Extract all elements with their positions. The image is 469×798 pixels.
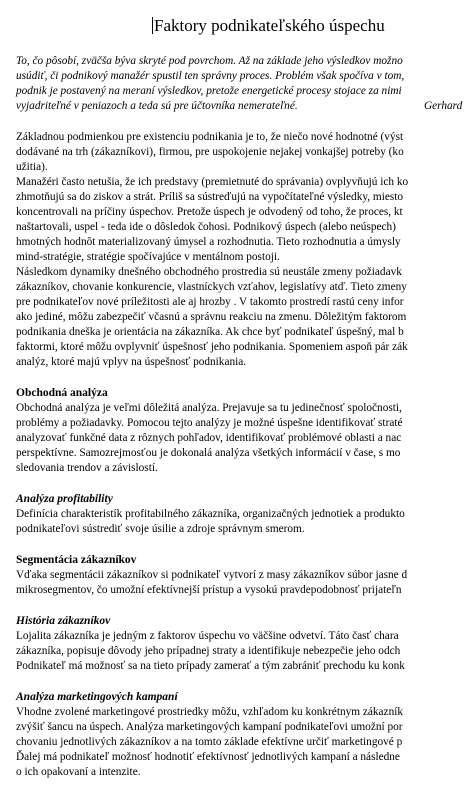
body-line: pre podnikateľov nové príležitosti ale aj hrozby . V takomto prostredí rastú ceny infor (16, 296, 404, 308)
section-line: Lojalita zákazníka je jedným z faktorov úspechu vo väčšine odvetví. Táto časť chara (16, 630, 399, 642)
section-heading: Analýza marketingových kampaní (16, 691, 178, 703)
text-cursor (152, 17, 153, 34)
section-line: mikrosegmentov, čo umožní efektívnejší prístup a vysokú pravdepodobnosť prijateľn (16, 584, 402, 596)
section-heading: História zákazníkov (16, 615, 111, 627)
section-line: Ďalej má podnikateľ možnosť hodnotiť efektívnosť jednotlivých kampaní a následne (16, 751, 400, 763)
section-line: perspektívne. Samozrejmosťou je dokonalá analýza všetkých informácií v čase, s mo (16, 447, 401, 459)
body-line: užitia). (16, 161, 48, 173)
section-line: Definícia charakteristík profitabilného zákazníka, organizačných jednotiek a produkto (16, 508, 405, 520)
section-line: zákazníka, popisuje dôvody jeho prípadnej straty a identifikuje nebezpečie jeho odch (16, 645, 401, 657)
body-line: dodávané na trh (zákazníkovi), firmou, pre uspokojenie nejakej vonkajšej potreby (ko (16, 146, 404, 158)
section-line: o ich opakovaní a intenzite. (16, 766, 141, 778)
body-line: podnikania dneška je orientácia na zákazníka. Ak chce byť podnikateľ úspešný, mal b (16, 326, 404, 338)
document-title: Faktory podnikateľského úspechu (154, 16, 385, 35)
body-line: Manažéri často netušia, že ich predstavy (premietnuté do správania) ovplyvňujú ich ko (16, 176, 409, 188)
section-heading: Segmentácia zákazníkov (16, 554, 137, 566)
section-line: problémy a požiadavky. Pomocou tejto analýzy je možné úspešne identifikovať straté (16, 417, 403, 429)
intro-line: usúdiť, či podnikový manažér spustil ten správny proces. Problém však spočíva v tom, (16, 70, 405, 82)
section-line: chovaniu jednotlivých zákazníkov a na tomto základe efektívne určiť marketingové p (16, 736, 403, 748)
section-line: Obchodná analýza je veľmi dôležitá analýza. Prejavuje sa tu jedinečnosť spoločnosti, (16, 402, 402, 414)
body-line: faktormi, ktoré môžu ovplyvniť úspešnosť jeho podnikania. Spomeniem aspoň pár zák (16, 341, 408, 353)
body-line: mind-stratégie, stratégie spočívajúce v mentálnom postoji. (16, 251, 280, 263)
body-line: zákazníkov, chovanie konkurencie, vlastníckych vzťahov, legislatívy atď. Tieto zmeny (16, 281, 407, 293)
section-heading: Obchodná analýza (16, 387, 108, 399)
section-line: Vhodne zvolené marketingové prostriedky môžu, vzhľadom ku konkrétnym zákazník (16, 706, 404, 718)
section-line: sledovania trendov a závislostí. (16, 462, 158, 474)
body-line: ako jediné, môžu zabezpečiť včasnú a správnu reakciu na zmenu. Dôležitým faktorom (16, 311, 407, 323)
intro-line: To, čo pôsobí, zväčša býva skryté pod povrchom. Až na základe jeho výsledkov možno (16, 55, 403, 67)
intro-author: Gerhard (424, 100, 463, 112)
document-title-line (152, 16, 385, 36)
body-line: Základnou podmienkou pre existenciu podnikania je to, že niečo nové hodnotné (výst (16, 131, 404, 143)
body-line: hmotných hodnôt materializovaný úmysel a rozhodnutia. Tieto rozhodnutia a úmysly (16, 236, 401, 248)
body-line: zhmotňujú sa do ziskov a strát. Príliš sa sústreďujú na vypočítateľné výsledky, miesto (16, 191, 404, 203)
section-line: podnikateľovi sústrediť svoje úsilie a zdroje správnym smerom. (16, 523, 305, 535)
section-line: analyzovať funkčné data z rôznych pohľadov, identifikovať problémové oblasti a nac (16, 432, 402, 444)
section-line: zvýšiť šancu na úspech. Analýza marketingových kampaní podnikateľovi umožní por (16, 721, 403, 733)
body-line: analýz, ktoré majú vplyv na úspešnosť podnikania. (16, 356, 247, 368)
section-line: Podnikateľ má možnosť sa na tieto prípady zamerať a tým zabrániť prechodu ku konk (16, 660, 405, 672)
section-heading: Analýza profitability (16, 493, 113, 505)
body-line: naštartovali, uspel - teda ide o dôsledok čohosi. Podnikový úspech (alebo neúspech) (16, 221, 396, 233)
section-line: Vďaka segmentácii zákazníkov si podnikateľ vytvorí z masy zákazníkov súbor jasne d (16, 569, 408, 581)
intro-line: podnik je postavený na meraní výsledkov, pretože energetické procesy stojace za nimi (16, 85, 402, 97)
body-line: koncentrovali na príčiny úspechov. Pretože úspech je odvodený od toho, že proces, kt (16, 206, 403, 218)
intro-line: vyjadriteľné v peniazoch a teda sú pre účtovníka nemerateľné. (16, 100, 298, 112)
body-line: Následkom dynamiky dnešného obchodného prostredia sú neustále zmeny požiadavk (16, 266, 402, 278)
